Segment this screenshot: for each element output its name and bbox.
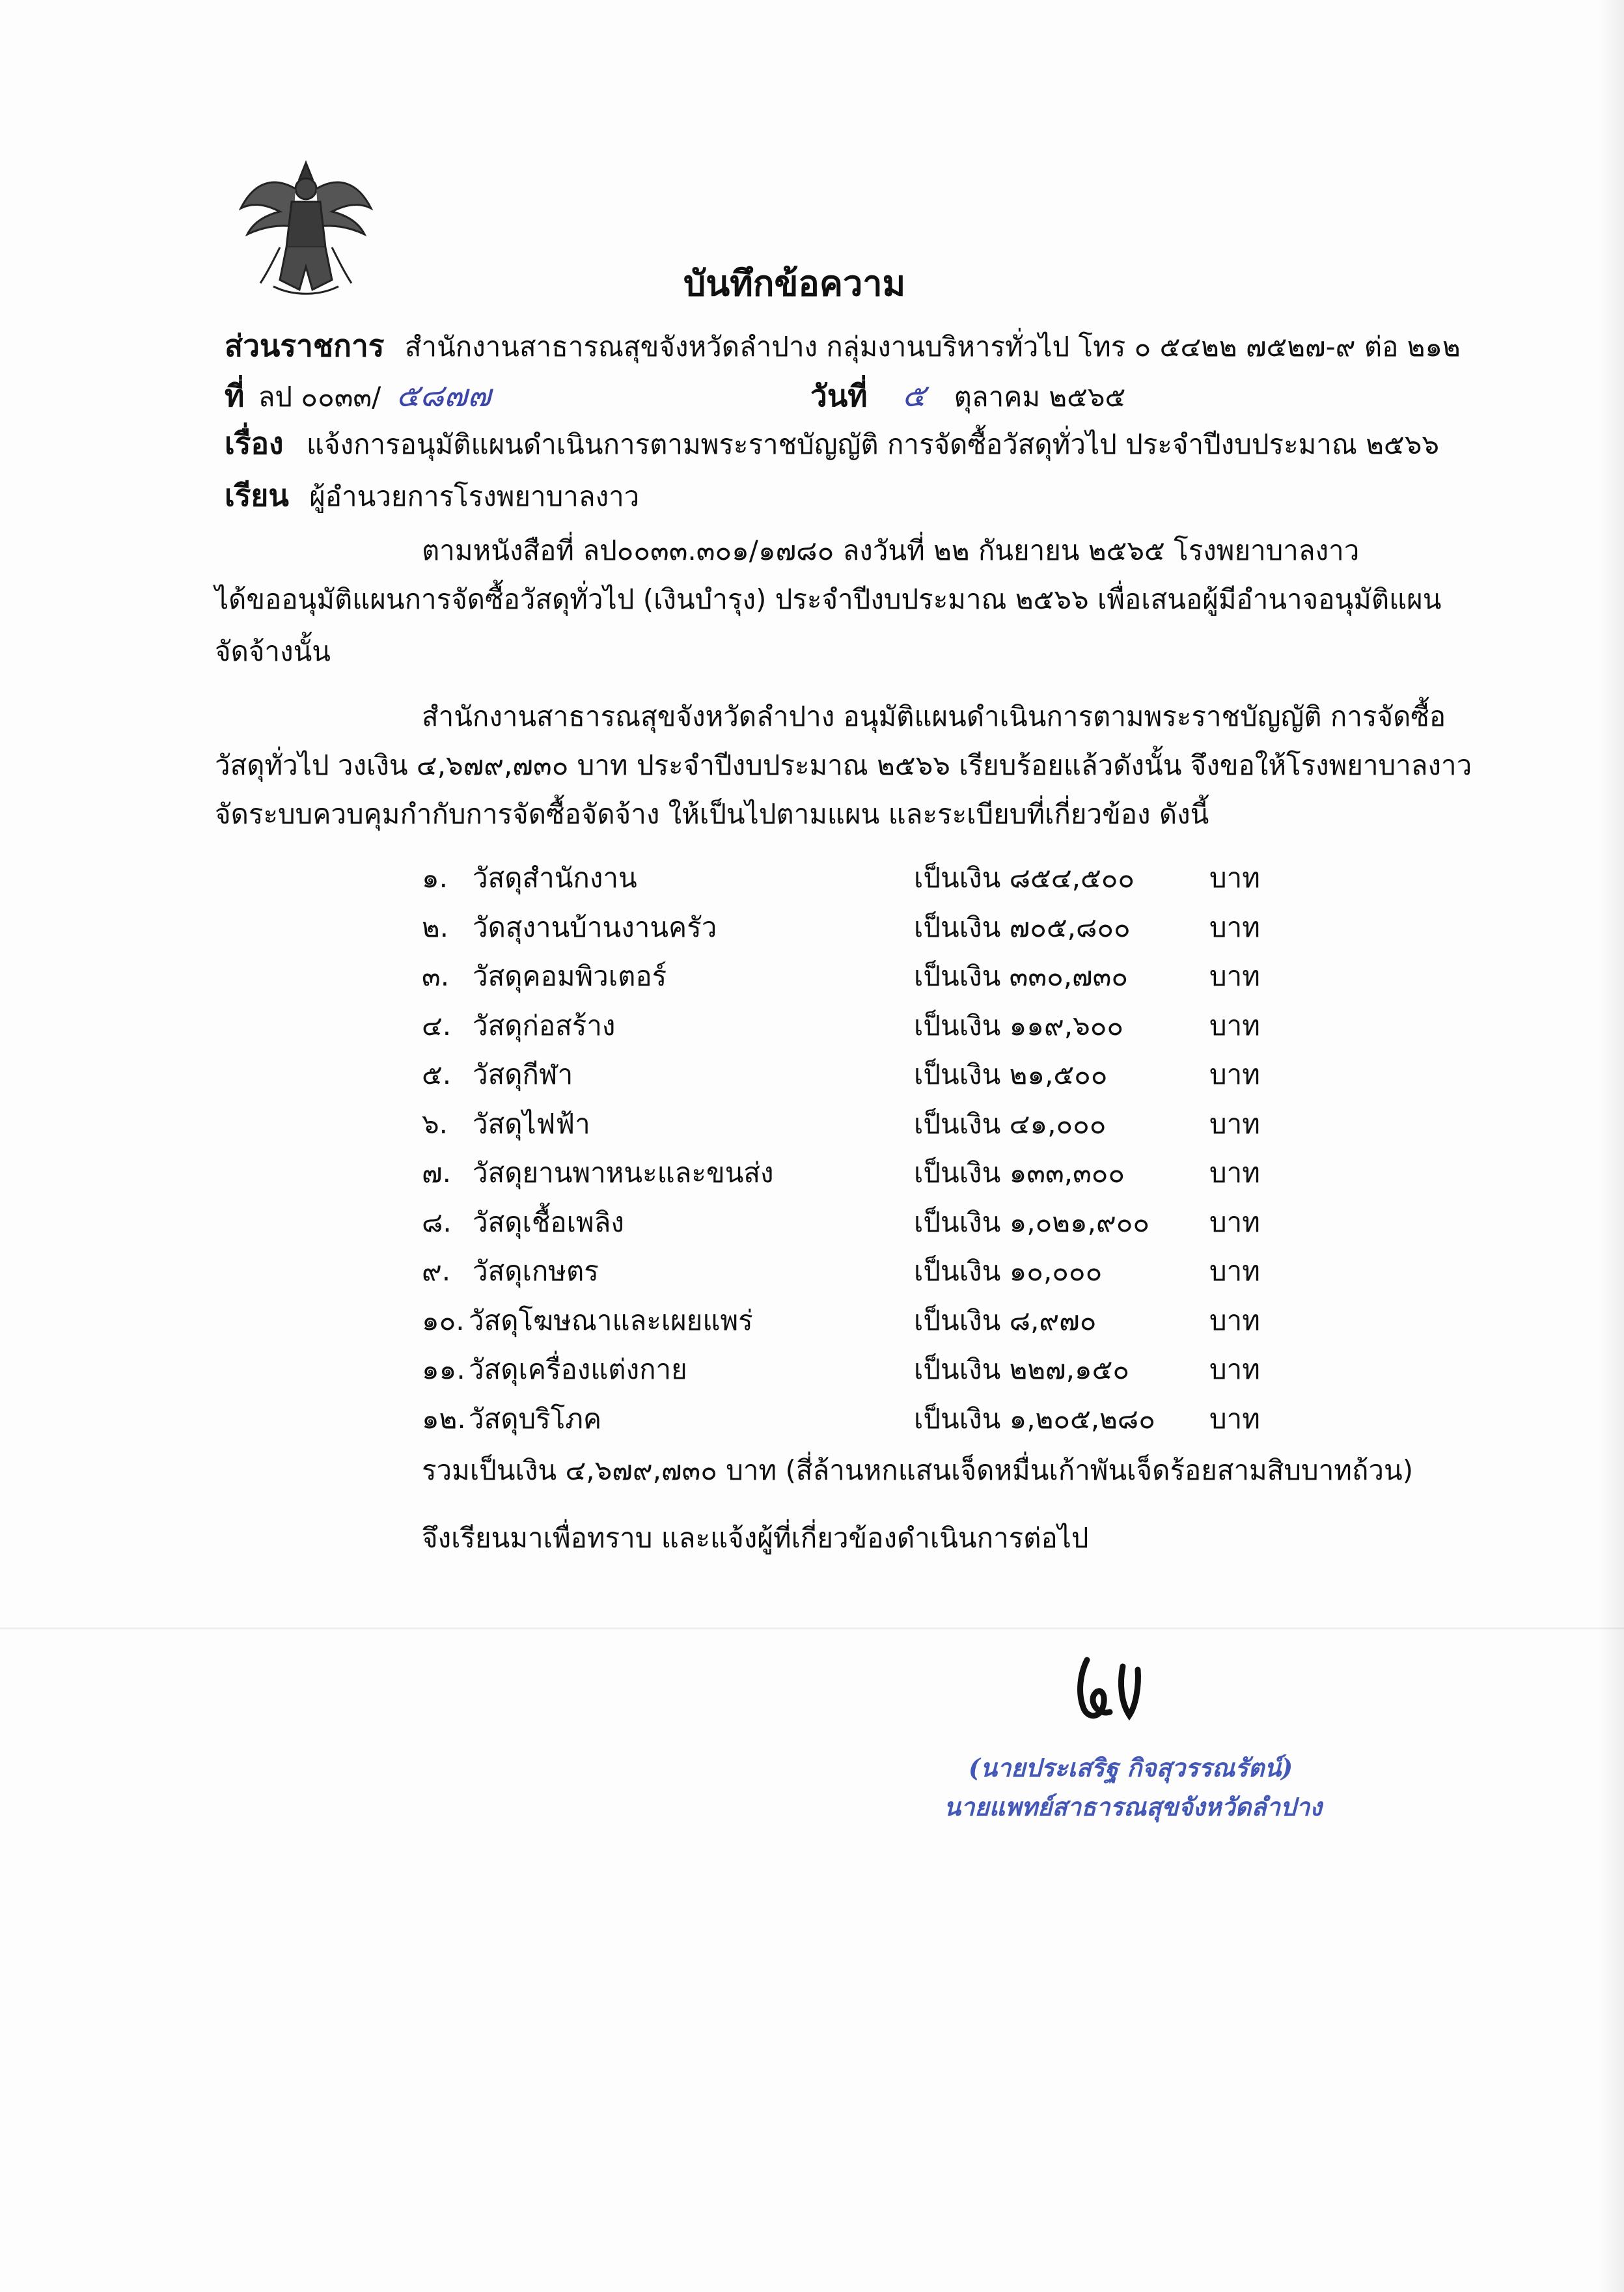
division-value: สำนักงานสาธารณสุขจังหวัดลำปาง กลุ่มงานบริหารทั่วไป โทร ๐ ๕๔๒๒ ๗๕๒๗-๙ ต่อ ๒๑๒ [404, 331, 1461, 363]
item-number: ๙. [422, 1255, 451, 1287]
item-unit: บาท [1209, 1058, 1260, 1090]
item-name: วัสดุเชื้อเพลิง [473, 1206, 624, 1238]
total-line: รวมเป็นเงิน ๔,๖๗๙,๗๓๐ บาท (สี่ล้านหกแสนเจ็ดหมื่นเก้าพันเจ็ดร้อยสามสิบบาทถ้วน) [422, 1454, 1414, 1486]
subject-label: เรื่อง [225, 426, 284, 461]
list-item [422, 1299, 1333, 1349]
closing-sentence: จึงเรียนมาเพื่อทราบ และแจ้งผู้ที่เกี่ยวข้องดำเนินการต่อไป [422, 1522, 1089, 1554]
list-item [422, 1053, 1333, 1103]
subject-line [225, 420, 1439, 467]
item-name: วัสดุคอมพิวเตอร์ [473, 960, 667, 992]
item-number: ๖. [422, 1107, 448, 1140]
paragraph-2-line-2: วัสดุทั่วไป วงเงิน ๔,๖๗๙,๗๓๐ บาท ประจำปีงบประมาณ ๒๕๖๖ เรียบร้อยแล้วดังนั้น จึงขอให้โรงพยาบาลงาว [215, 749, 1472, 781]
division-line [225, 322, 1461, 370]
item-number: ๔. [422, 1009, 452, 1042]
item-name: วัสดุก่อสร้าง [473, 1009, 616, 1042]
item-name: วัสดุสำนักงาน [473, 862, 637, 894]
item-number: ๑๒. [422, 1402, 466, 1435]
list-item [422, 955, 1333, 1004]
item-amount: เป็นเงิน ๑,๒๐๕,๒๘๐ [914, 1402, 1155, 1435]
item-number: ๑๑. [422, 1353, 465, 1385]
item-amount: เป็นเงิน ๑๑๙,๖๐๐ [914, 1009, 1124, 1042]
paper-fold-line [0, 1627, 1624, 1629]
paragraph-1-line-3: จัดจ้างนั้น [215, 635, 331, 667]
reference-line [225, 371, 491, 421]
item-unit: บาท [1209, 1206, 1260, 1238]
reference-value: ลป ๐๐๓๓/ [258, 381, 381, 413]
addressee-label: เรียน [225, 478, 289, 513]
item-name: วัสดุเกษตร [473, 1255, 599, 1287]
paragraph-1-line-1: ตามหนังสือที่ ลป๐๐๓๓.๓๐๑/๑๗๘๐ ลงวันที่ ๒๒ กันยายน ๒๕๖๕ โรงพยาบาลงาว [422, 534, 1360, 566]
item-number: ๗. [422, 1157, 451, 1189]
garuda-emblem-icon [234, 150, 378, 299]
list-item [422, 1201, 1333, 1250]
division-label: ส่วนราชการ [225, 328, 385, 363]
list-item [422, 1103, 1333, 1152]
item-unit: บาท [1209, 1353, 1260, 1385]
paragraph-2-line-3: จัดระบบควบคุมกำกับการจัดซื้อจัดจ้าง ให้เป็นไปตามแผน และระเบียบที่เกี่ยวข้อง ดังนี้ [215, 798, 1209, 830]
item-name: วัสดุโฆษณาและเผยแพร่ [469, 1304, 753, 1336]
item-amount: เป็นเงิน ๘๕๔,๕๐๐ [914, 862, 1135, 894]
list-item [422, 1152, 1333, 1201]
item-unit: บาท [1209, 1304, 1260, 1336]
item-amount: เป็นเงิน ๗๐๕,๘๐๐ [914, 911, 1131, 943]
item-unit: บาท [1209, 1107, 1260, 1140]
item-name: วัสดุกีฬา [473, 1058, 573, 1090]
reference-number-handwritten: ๕๘๗๗ [396, 378, 491, 414]
item-unit: บาท [1209, 960, 1260, 992]
item-name: วัสดุไฟฟ้า [473, 1107, 590, 1140]
date-label: วันที่ [810, 378, 868, 413]
page-edge-shadow [1598, 0, 1624, 2292]
item-number: ๓. [422, 960, 450, 992]
item-name: วัสดุยานพาหนะและขนส่ง [473, 1157, 774, 1189]
handwritten-signature [1067, 1647, 1159, 1725]
memo-title: บันทึกข้อความ [683, 263, 906, 304]
item-amount: เป็นเงิน ๑๐,๐๐๐ [914, 1255, 1103, 1287]
signatory-position-stamp: นายแพทย์สาธารณสุขจังหวัดลำปาง [944, 1792, 1322, 1821]
signatory-name-stamp: (นายประเสริฐ กิจสุวรรณรัตน์) [969, 1753, 1293, 1782]
item-number: ๘. [422, 1206, 452, 1238]
list-item [422, 857, 1333, 906]
item-name: วัสดุบริโภค [469, 1402, 602, 1435]
date-line [810, 371, 1125, 421]
item-amount: เป็นเงิน ๘,๙๗๐ [914, 1304, 1097, 1336]
item-amount: เป็นเงิน ๑๓๓,๓๐๐ [914, 1157, 1125, 1189]
item-number: ๑. [422, 862, 448, 894]
item-amount: เป็นเงิน ๔๑,๐๐๐ [914, 1107, 1107, 1140]
item-unit: บาท [1209, 1157, 1260, 1189]
item-name: วัดสุงานบ้านงานครัว [473, 911, 717, 943]
item-unit: บาท [1209, 862, 1260, 894]
item-unit: บาท [1209, 1402, 1260, 1435]
list-item [422, 1398, 1333, 1447]
paragraph-1-line-2: ได้ขออนุมัติแผนการจัดซื้อวัสดุทั่วไป (เงินบำรุง) ประจำปีงบประมาณ ๒๕๖๖ เพื่อเสนอผู้มีอำนาจอนุมัติแผน [215, 583, 1442, 615]
list-item [422, 906, 1333, 956]
list-item [422, 1004, 1333, 1054]
addressee-line [225, 472, 639, 519]
item-amount: เป็นเงิน ๑,๐๒๑,๙๐๐ [914, 1206, 1150, 1238]
item-unit: บาท [1209, 1009, 1260, 1042]
item-unit: บาท [1209, 911, 1260, 943]
item-number: ๕. [422, 1058, 452, 1090]
item-amount: เป็นเงิน ๒๑,๕๐๐ [914, 1058, 1108, 1090]
item-unit: บาท [1209, 1255, 1260, 1287]
subject-value: แจ้งการอนุมัติแผนดำเนินการตามพระราชบัญญัติ การจัดซื้อวัสดุทั่วไป ประจำปีงบประมาณ ๒๕๖๖ [306, 428, 1440, 460]
list-item [422, 1348, 1333, 1398]
date-day-handwritten: ๕ [901, 378, 926, 414]
item-amount: เป็นเงิน ๓๓๐,๗๓๐ [914, 960, 1128, 992]
item-number: ๑๐. [422, 1304, 465, 1336]
list-item [422, 1250, 1333, 1299]
item-name: วัสดุเครื่องแต่งกาย [469, 1353, 687, 1385]
paragraph-2-line-1: สำนักงานสาธารณสุขจังหวัดลำปาง อนุมัติแผนดำเนินการตามพระราชบัญญัติ การจัดซื้อ [422, 700, 1446, 732]
reference-label: ที่ [225, 378, 245, 413]
budget-item-list [422, 857, 1333, 1446]
item-number: ๒. [422, 911, 449, 943]
addressee-value: ผู้อำนวยการโรงพยาบาลงาว [309, 480, 640, 512]
item-amount: เป็นเงิน ๒๒๗,๑๕๐ [914, 1353, 1130, 1385]
date-month-year: ตุลาคม ๒๕๖๕ [954, 381, 1126, 413]
